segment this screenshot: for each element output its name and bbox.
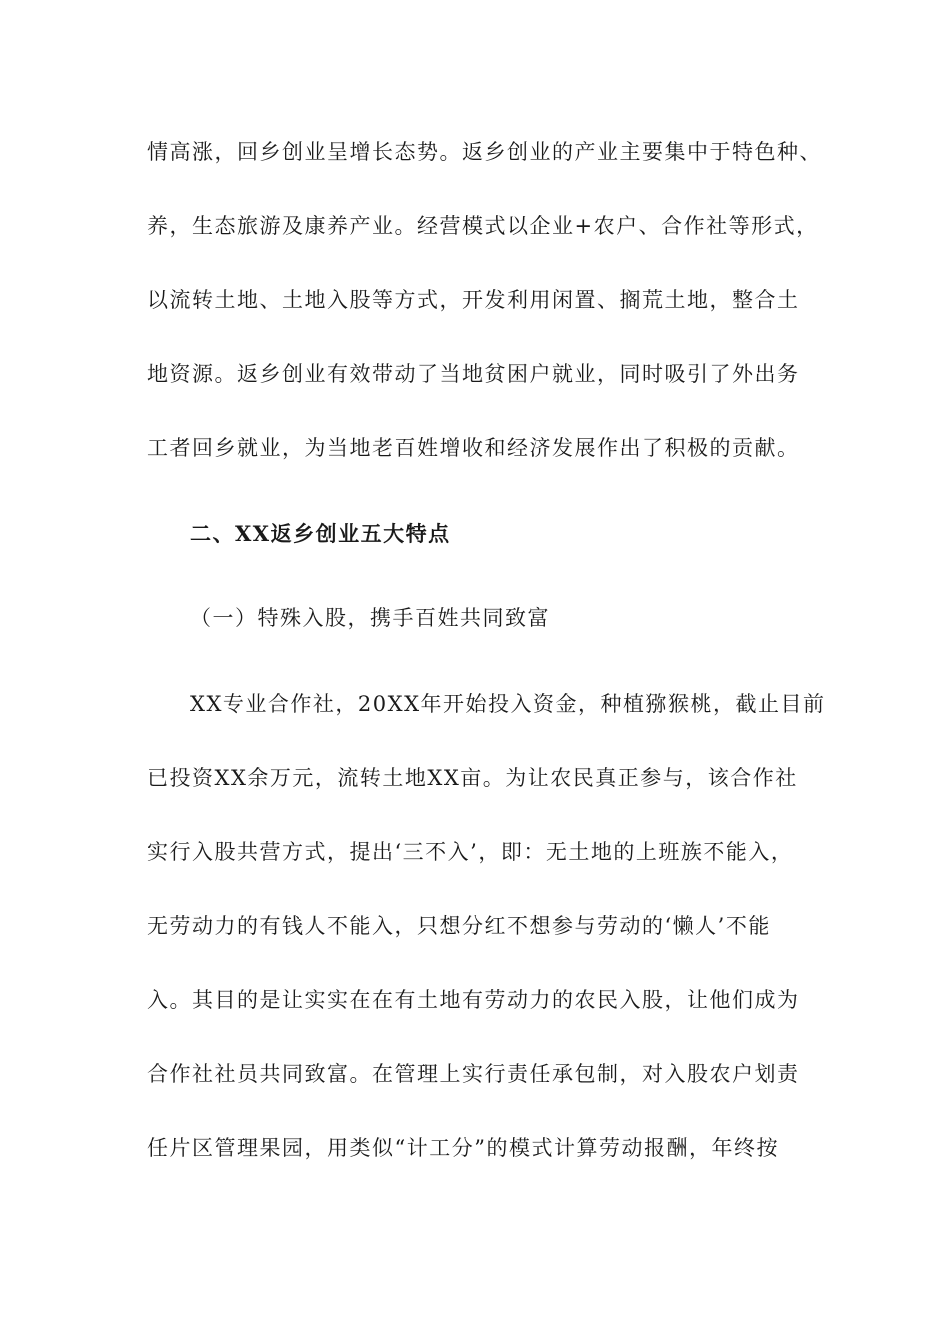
paragraph-line: 无劳动力的有钱人不能入，只想分红不想参与劳动的‘懒人’不能 <box>147 914 771 938</box>
section-heading: 二、XX返乡创业五大特点 <box>190 521 451 546</box>
paragraph-line: 入。其目的是让实实在在有土地有劳动力的农民入股，让他们成为 <box>147 988 800 1012</box>
paragraph-line: 合作社社员共同致富。在管理上实行责任承包制，对入股农户划责 <box>147 1062 800 1086</box>
paragraph-line: 任片区管理果园，用类似“计工分”的模式计算劳动报酬，年终按 <box>147 1136 779 1160</box>
paragraph-line: 已投资XX余万元，流转土地XX亩。为让农民真正参与，该合作社 <box>147 766 798 790</box>
paragraph-line: 地资源。返乡创业有效带动了当地贫困户就业，同时吸引了外出务 <box>147 362 800 386</box>
paragraph-line: 养，生态旅游及康养产业。经营模式以企业+农户、合作社等形式， <box>147 214 819 238</box>
paragraph-line: 实行入股共营方式，提出‘三不入’，即：无土地的上班族不能入， <box>147 840 794 864</box>
subheading: （一）特殊入股，携手百姓共同致富 <box>190 606 550 630</box>
paragraph-line: 工者回乡就业，为当地老百姓增收和经济发展作出了积极的贡献。 <box>147 436 800 460</box>
paragraph-line: 以流转土地、土地入股等方式，开发利用闲置、搁荒土地，整合土 <box>147 288 800 312</box>
paragraph-line: 情高涨，回乡创业呈增长态势。返乡创业的产业主要集中于特色种、 <box>147 140 822 164</box>
paragraph-line: XX专业合作社，20XX年开始投入资金，种植猕猴桃，截止目前 <box>190 692 826 716</box>
